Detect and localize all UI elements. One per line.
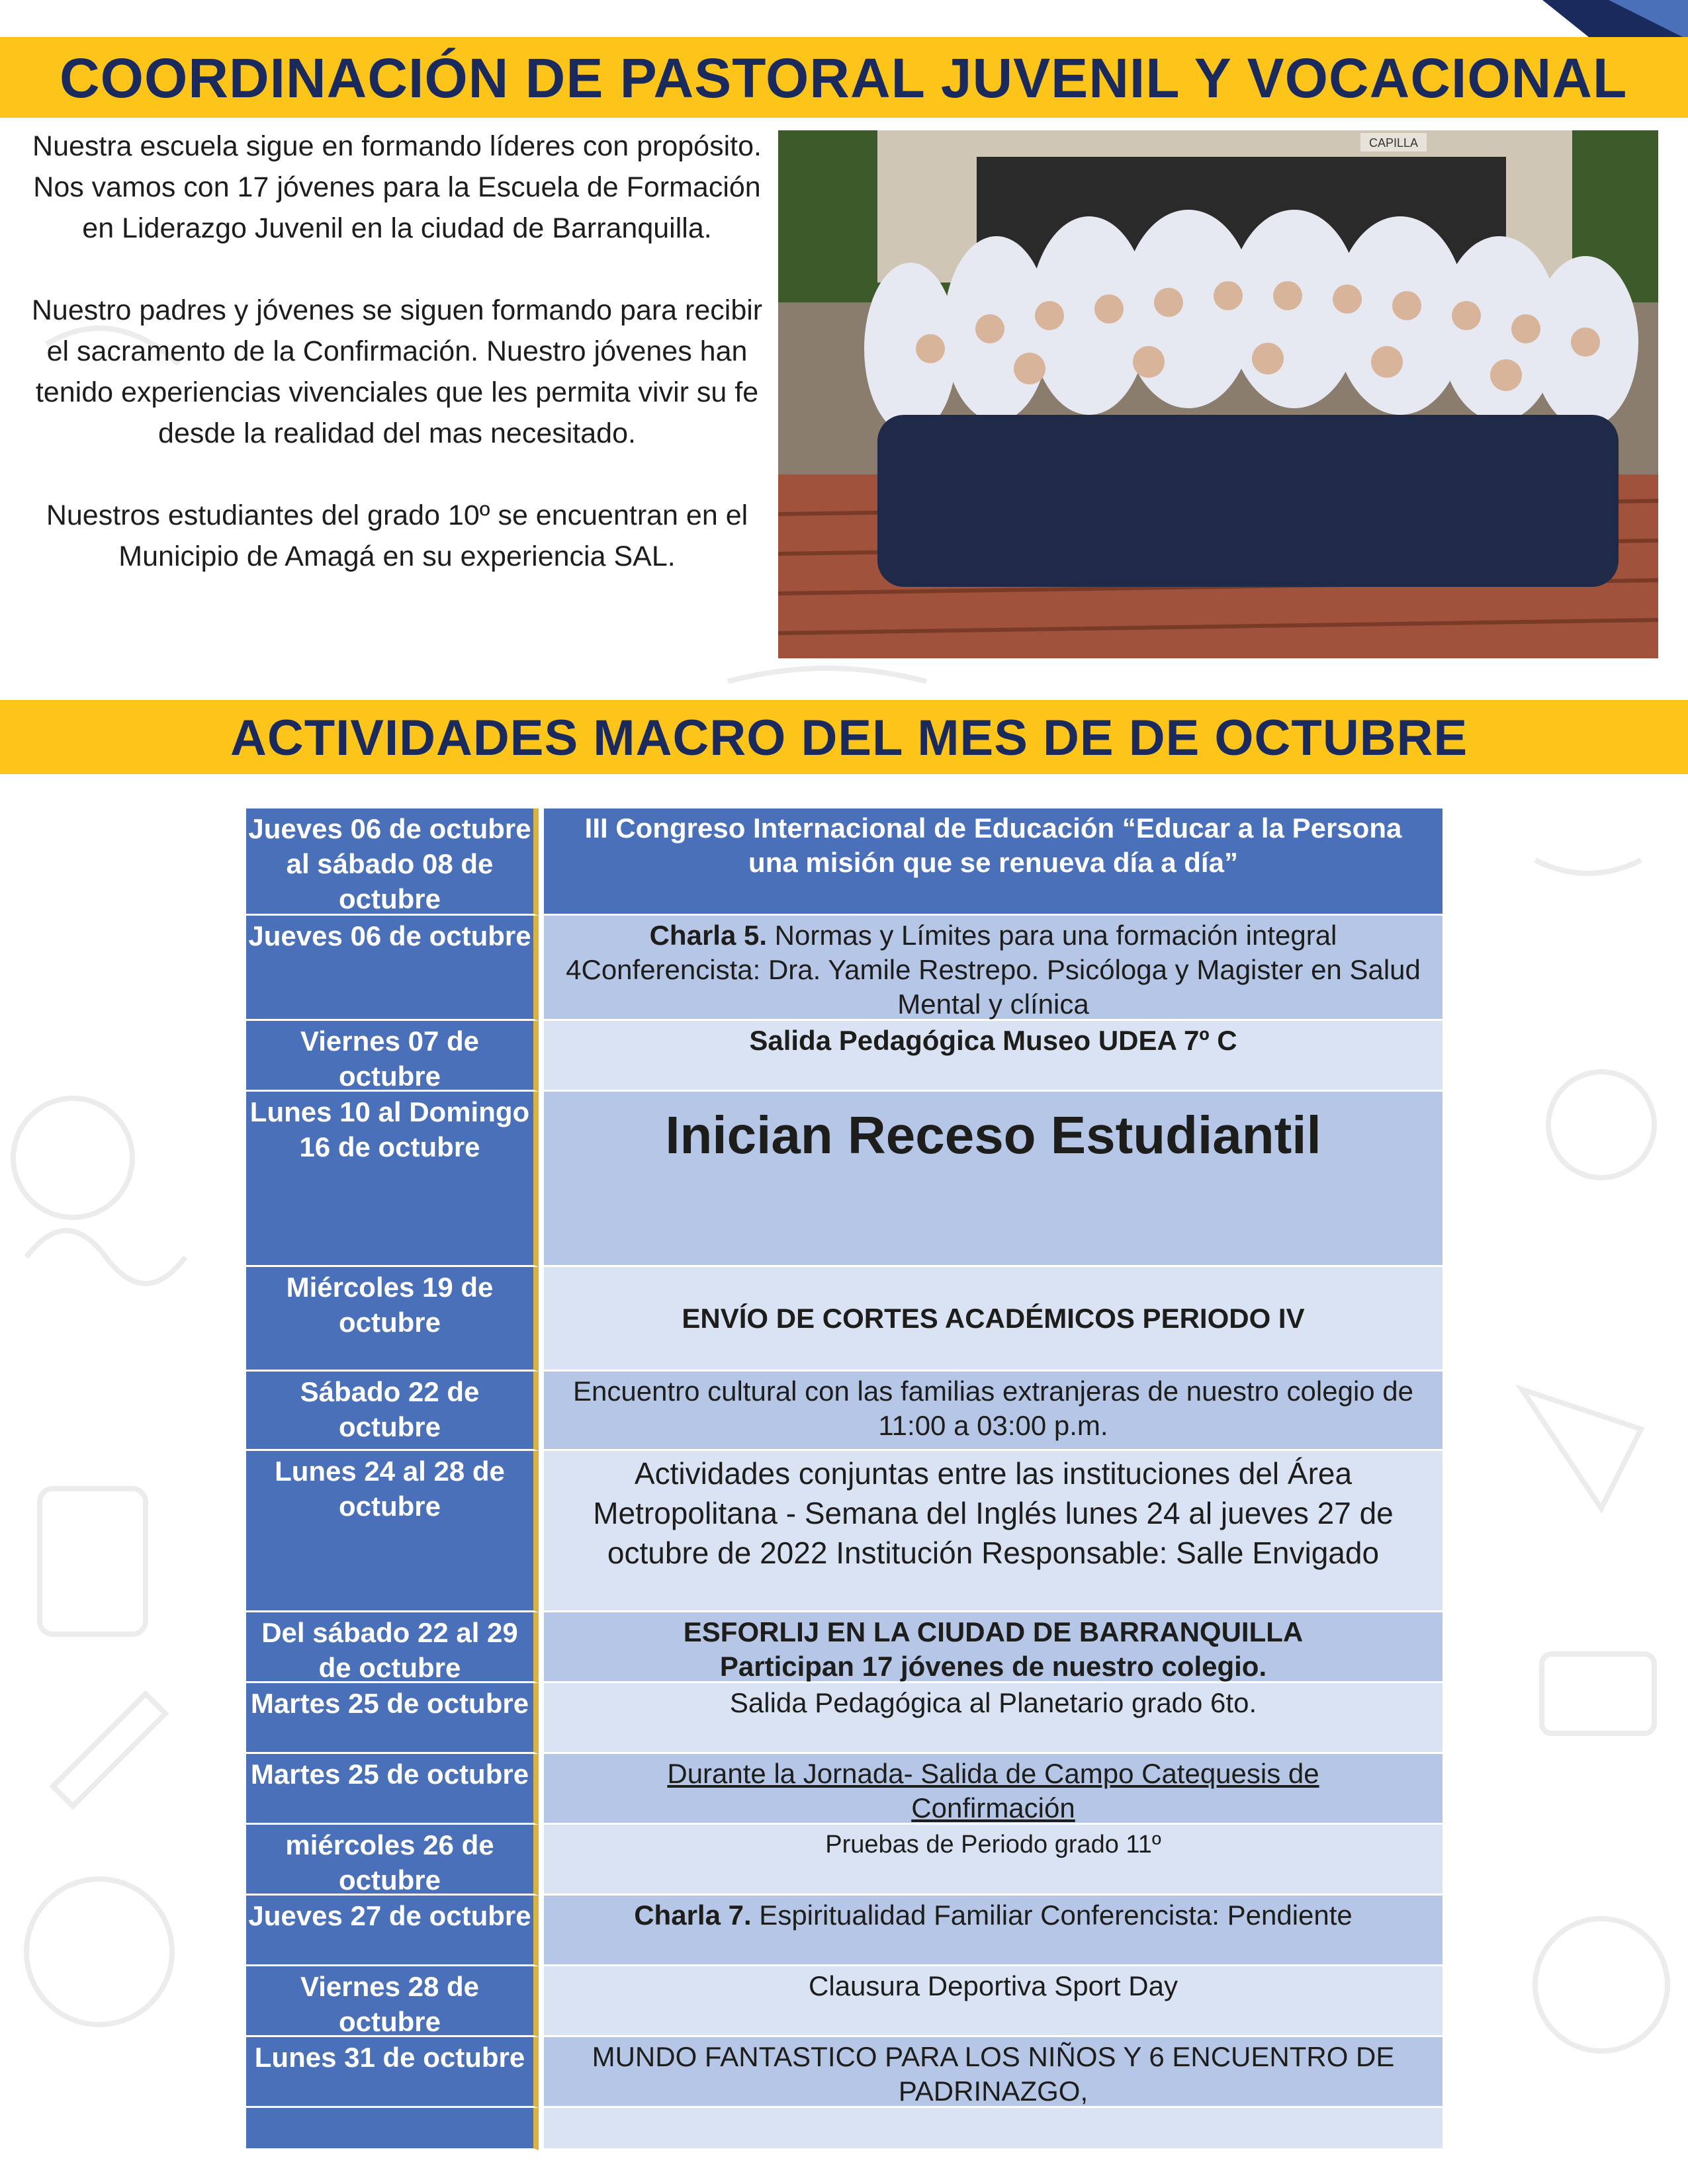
activity-description — [544, 1683, 1443, 1754]
intro-paragraph-1: Nuestra escuela sigue en formando líderes con propósito. Nos vamos con 17 jóvenes para la Escuela de Formación en Liderazgo Juvenil en la ciudad de Barranquilla. — [32, 130, 762, 244]
activity-description — [544, 1825, 1443, 1896]
activity-text: Normas y Límites para una formación integral 4Conferencista: Dra. Yamile Restrepo. Psicóloga y Magister en Salud Mental y clínica — [566, 920, 1421, 1020]
table-row — [246, 2037, 1443, 2108]
activity-text: III Congreso Internacional de Educación “Educar a la Persona una misión que se renueva día a día” — [584, 812, 1402, 878]
activity-description — [544, 1612, 1443, 1683]
activity-text: Actividades conjuntas entre las instituciones del Área Metropolitana - Semana del Inglés lunes 24 al jueves 27 de octubre de 2022 Institución Responsable: Salle Envigado — [593, 1456, 1394, 1570]
intro-paragraph-3: Nuestros estudiantes del grado 10º se encuentran en el Municipio de Amagá en su experiencia SAL. — [46, 500, 748, 572]
photo-sign-text: CAPILLA — [1368, 136, 1419, 150]
activity-date: Lunes 10 al Domingo 16 de octubre — [246, 1092, 539, 1267]
activity-text: Pruebas de Periodo grado 11º — [825, 1831, 1161, 1858]
activity-lead: Charla 7. — [634, 1900, 752, 1931]
activity-date: Jueves 27 de octubre — [246, 1896, 539, 1966]
activity-date: Sábado 22 de octubre — [246, 1372, 539, 1451]
activities-title: ACTIVIDADES MACRO DEL MES DE DE OCTUBRE — [230, 710, 1468, 766]
table-row — [246, 1451, 1443, 1612]
activity-description — [544, 1021, 1443, 1092]
header-banner — [0, 37, 1688, 118]
activity-date: Viernes 07 de octubre — [246, 1021, 539, 1092]
activity-description — [544, 808, 1443, 916]
activity-text: Espiritualidad Familiar Conferencista: Pendiente — [751, 1900, 1353, 1931]
table-row — [246, 1754, 1443, 1825]
activity-description — [544, 1092, 1443, 1267]
table-row — [246, 1267, 1443, 1372]
table-row — [246, 1372, 1443, 1451]
table-row — [246, 1092, 1443, 1267]
activity-text: Clausura Deportiva Sport Day — [809, 1970, 1178, 2001]
activity-text: Durante la Jornada- Salida de Campo Catequesis de Confirmación — [667, 1758, 1319, 1823]
activity-text: Salida Pedagógica al Planetario grado 6to. — [729, 1687, 1257, 1718]
table-row — [246, 916, 1443, 1021]
group-photo-illustration — [778, 130, 1658, 658]
activity-description — [544, 1267, 1443, 1372]
activities-banner — [0, 700, 1688, 774]
activity-text: ENVÍO DE CORTES ACADÉMICOS PERIODO IV — [682, 1303, 1305, 1334]
activity-date — [246, 2108, 539, 2150]
page-title: COORDINACIÓN DE PASTORAL JUVENIL Y VOCACIONAL — [60, 47, 1628, 109]
activity-description — [544, 1372, 1443, 1451]
activity-description — [544, 1966, 1443, 2037]
activity-description — [544, 916, 1443, 1021]
activity-text: Salida Pedagógica Museo UDEA 7º C — [749, 1025, 1237, 1056]
table-row — [246, 1683, 1443, 1754]
activity-date: Miércoles 19 de octubre — [246, 1267, 539, 1372]
activity-date: Del sábado 22 al 29 de octubre — [246, 1612, 539, 1683]
activity-description — [544, 2108, 1443, 2150]
activity-date: Jueves 06 de octubre — [246, 916, 539, 1021]
intro-text — [26, 126, 768, 618]
intro-paragraph-2: Nuestro padres y jóvenes se siguen formando para recibir el sacramento de la Confirmación. Nuestro jóvenes han tenido experiencias vivenciales que les permita vivir su fe desde la realidad del mas necesitado. — [31, 294, 763, 449]
table-row — [246, 1612, 1443, 1683]
activity-date: Martes 25 de octubre — [246, 1754, 539, 1825]
activity-text: MUNDO FANTASTICO PARA LOS NIÑOS Y 6 ENCUENTRO DE PADRINAZGO, — [592, 2041, 1395, 2107]
activity-date: miércoles 26 de octubre — [246, 1825, 539, 1896]
activity-date: Martes 25 de octubre — [246, 1683, 539, 1754]
activity-text: Inician Receso Estudiantil — [665, 1106, 1321, 1164]
activity-date: Jueves 06 de octubre al sábado 08 de octubre — [246, 808, 539, 916]
table-row — [246, 1021, 1443, 1092]
table-row — [246, 1966, 1443, 2037]
activity-description — [544, 1754, 1443, 1825]
table-row — [246, 2108, 1443, 2150]
table-row — [246, 808, 1443, 916]
table-row — [246, 1896, 1443, 1966]
activity-date: Lunes 24 al 28 de octubre — [246, 1451, 539, 1612]
group-photo — [778, 130, 1658, 658]
activity-text: Encuentro cultural con las familias extranjeras de nuestro colegio de 11:00 a 03:00 p.m. — [572, 1376, 1414, 1441]
activity-description — [544, 2037, 1443, 2108]
activity-description — [544, 1451, 1443, 1612]
activity-date: Viernes 28 de octubre — [246, 1966, 539, 2037]
activity-lead: Charla 5. — [649, 920, 768, 951]
activity-date: Lunes 31 de octubre — [246, 2037, 539, 2108]
activity-text: ESFORLIJ EN LA CIUDAD DE BARRANQUILLA Participan 17 jóvenes de nuestro colegio. — [683, 1616, 1304, 1682]
table-row — [246, 1825, 1443, 1896]
activity-description — [544, 1896, 1443, 1966]
